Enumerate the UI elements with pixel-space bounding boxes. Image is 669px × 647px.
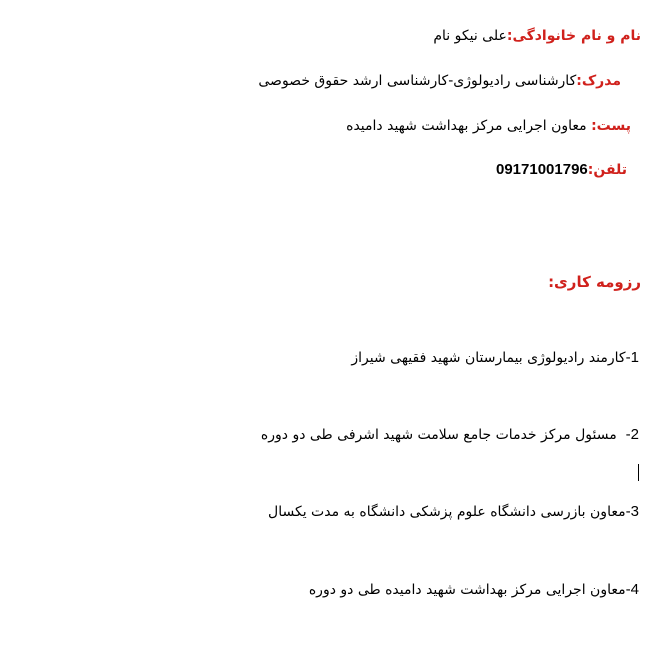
resume-item-text: مسئول مرکز خدمات جامع سلامت شهید اشرفی طی دو دوره <box>260 427 617 443</box>
resume-item-separator: - <box>616 427 631 443</box>
resume-item <box>351 348 639 368</box>
name-line <box>433 26 641 46</box>
degree-line <box>258 71 621 91</box>
degree-value: کارشناسی رادیولوژی-کارشناسی ارشد حقوق خصوصی <box>258 73 577 89</box>
name-label: نام و نام خانوادگی: <box>506 28 641 44</box>
resume-item <box>261 425 639 445</box>
position-label: پست: <box>591 118 631 134</box>
position-value: معاون اجرایی مرکز بهداشت شهید دامیده <box>346 118 592 134</box>
resume-item-separator: - <box>625 582 631 598</box>
resume-item-separator: - <box>625 504 631 520</box>
resume-item <box>309 580 639 600</box>
degree-label: مدرک: <box>576 73 621 89</box>
phone-line <box>496 160 627 180</box>
position-line <box>346 116 631 136</box>
resume-item-number: 2 <box>630 426 639 443</box>
name-value: علی نیکو نام <box>433 28 507 44</box>
phone-value: 09171001796 <box>495 161 588 178</box>
text-cursor <box>638 464 639 481</box>
phone-label: تلفن: <box>587 162 627 178</box>
resume-item-separator: - <box>625 350 631 366</box>
resume-item-text: معاون اجرایی مرکز بهداشت شهید دامیده طی دو دوره <box>308 582 626 598</box>
resume-item-number: 4 <box>630 581 639 598</box>
resume-heading: رزومه کاری: <box>548 273 641 291</box>
resume-item <box>268 502 639 522</box>
resume-item-text: معاون بازرسی دانشگاه علوم پزشکی دانشگاه به مدت یکسال <box>268 504 626 520</box>
resume-item-number: 3 <box>630 503 639 520</box>
resume-item-number: 1 <box>630 349 639 366</box>
resume-item-text: کارمند رادیولوژی بیمارستان شهید فقیهی شیراز <box>351 350 626 366</box>
